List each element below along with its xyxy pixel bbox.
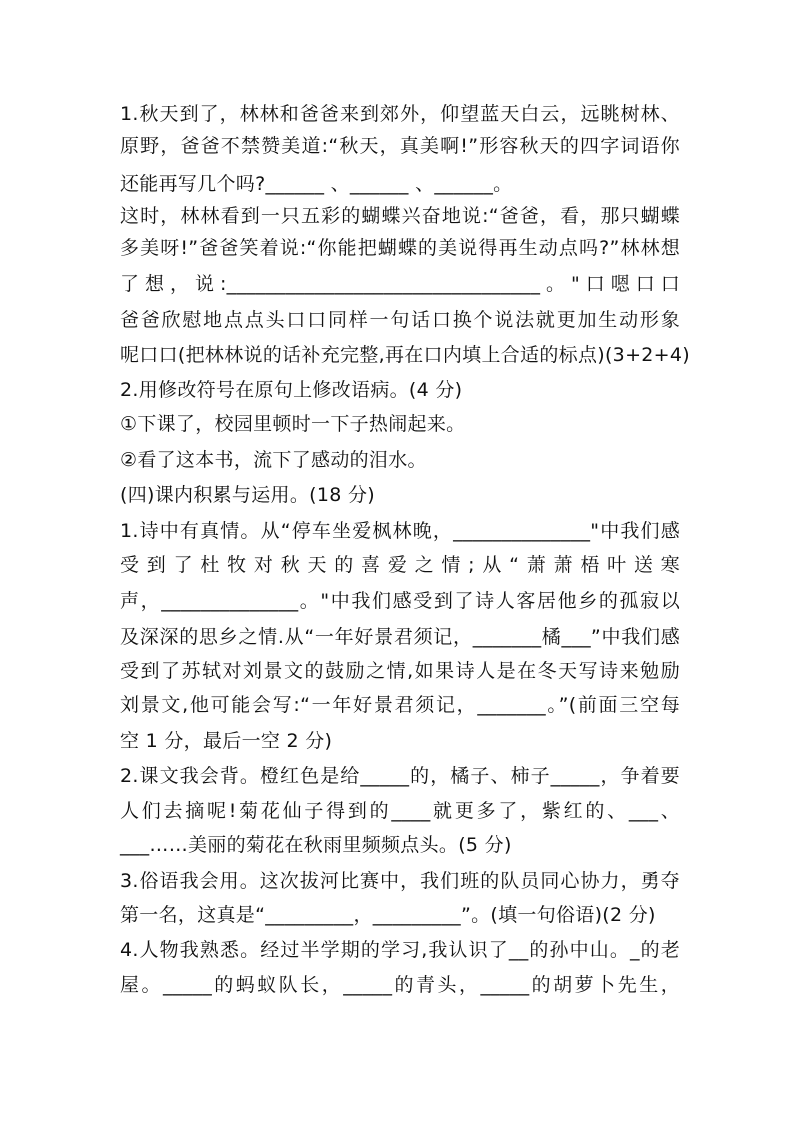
text-line: 空 1 分，最后一空 2 分)	[120, 730, 333, 752]
text-line: 原野，爸爸不禁赞美道:“秋天，真美啊!”形容秋天的四字词语你	[120, 135, 680, 157]
text-line: ①下课了，校园里顿时一下子热闹起来。	[120, 413, 466, 435]
text-line: 多美呀!”爸爸笑着说:“你能把蝴蝶的美说得再生动点吗?”林林想	[120, 237, 680, 259]
text-line: 声，______________。"中我们感受到了诗人客居他乡的孤寂以	[120, 590, 680, 612]
text-line: 屋。_____的蚂蚁队长，_____的青头，_____的胡萝卜先生，	[120, 974, 680, 996]
text-line: ②看了这本书，流下了感动的泪水。	[120, 449, 427, 471]
text-line: 2.课文我会背。橙红色是给_____的，橘子、柿子_____，争着要	[120, 765, 680, 787]
text-line: 了想，说:________________________________。"口嗯口口	[120, 273, 680, 295]
text-line: 受到了苏轼对刘景文的鼓励之情,如果诗人是在冬天写诗来勉励	[120, 660, 680, 682]
text-line: 爸爸欣慰地点点头口口同样一句话口换个说法就更加生动形象	[120, 309, 680, 331]
text-line: 3.俗语我会用。这次拔河比赛中，我们班的队员同心协力，勇夺	[120, 870, 680, 892]
text-line: 及深深的思乡之情.从“一年好景君须记，_______橘___”中我们感	[120, 626, 680, 648]
text-line: 1.秋天到了，林林和爸爸来到郊外，仰望蓝天白云，远眺树林、	[120, 103, 680, 125]
text-line: 2.用修改符号在原句上修改语病。(4 分)	[120, 379, 463, 401]
section-heading: (四)课内积累与运用。(18 分)	[120, 484, 375, 506]
text-line: 人们去摘呢!菊花仙子得到的____就更多了，紫红的、___、	[120, 800, 680, 822]
text-line: 受到了杜牧对秋天的喜爱之情;从“萧萧梧叶送寒	[120, 554, 680, 576]
text-line: ___……美丽的菊花在秋雨里频频点头。(5 分)	[120, 834, 512, 856]
text-line: 这时，林林看到一只五彩的蝴蝶兴奋地说:“爸爸，看，那只蝴蝶	[120, 205, 680, 227]
text-line: 呢口口(把林林说的话补充完整,再在口内填上合适的标点)(3+2+4)	[120, 344, 690, 366]
text-line: 还能再写几个吗?______ 、______ 、______。	[120, 173, 513, 195]
text-line: 刘景文,他可能会写:“一年好景君须记，_______。”(前面三空每	[120, 694, 680, 716]
text-line: 1.诗中有真情。从“停车坐爱枫林晚，______________"中我们感	[120, 520, 680, 542]
text-line: 4.人物我熟悉。经过半学期的学习,我认识了__的孙中山。_的老	[120, 939, 680, 961]
text-line: 第一名，这真是“_________，_________”。(填一句俗语)(2 分)	[120, 904, 656, 926]
